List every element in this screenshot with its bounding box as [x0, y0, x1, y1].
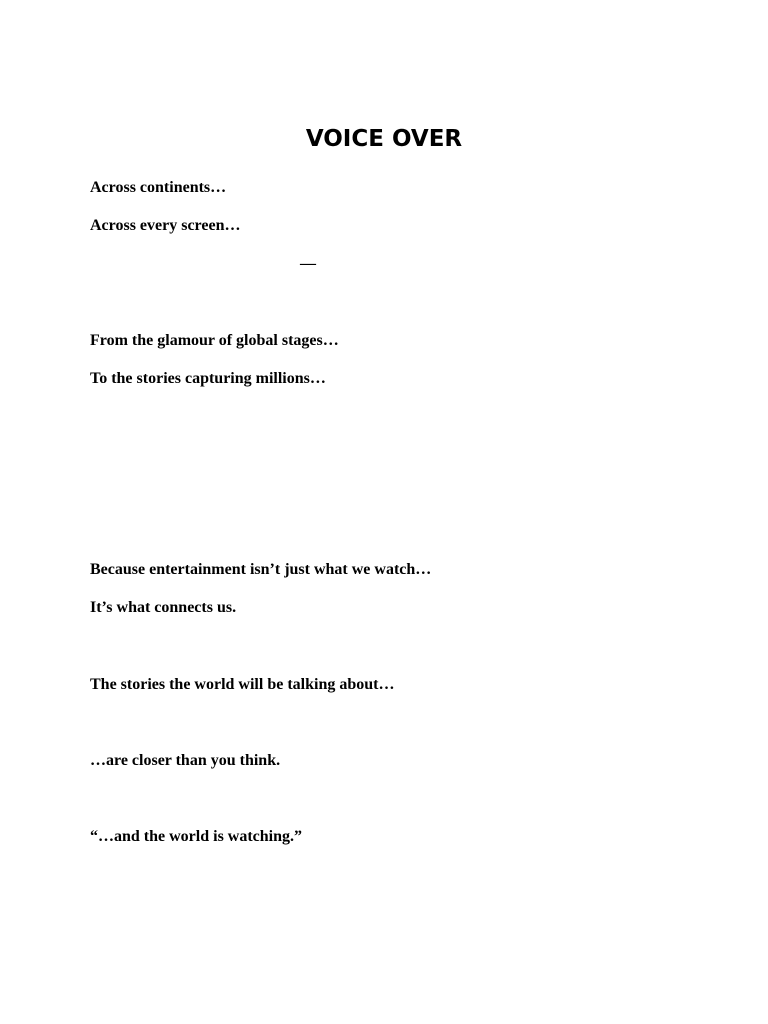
script-line-8: …are closer than you think. — [90, 752, 281, 769]
script-line-6: It’s what connects us. — [90, 599, 237, 616]
script-line-3: From the glamour of global stages… — [90, 332, 339, 349]
script-line-4: To the stories capturing millions… — [90, 370, 326, 387]
script-line-1: Across continents… — [90, 179, 227, 196]
script-line-5: Because entertainment isn’t just what we watch… — [90, 561, 432, 578]
script-line-9: “…and the world is watching.” — [90, 828, 303, 845]
page-title: VOICE OVER — [305, 126, 463, 152]
script-line-2: Across every screen… — [90, 217, 241, 234]
separator-dash: — — [300, 255, 316, 272]
script-line-7: The stories the world will be talking about… — [90, 676, 395, 693]
